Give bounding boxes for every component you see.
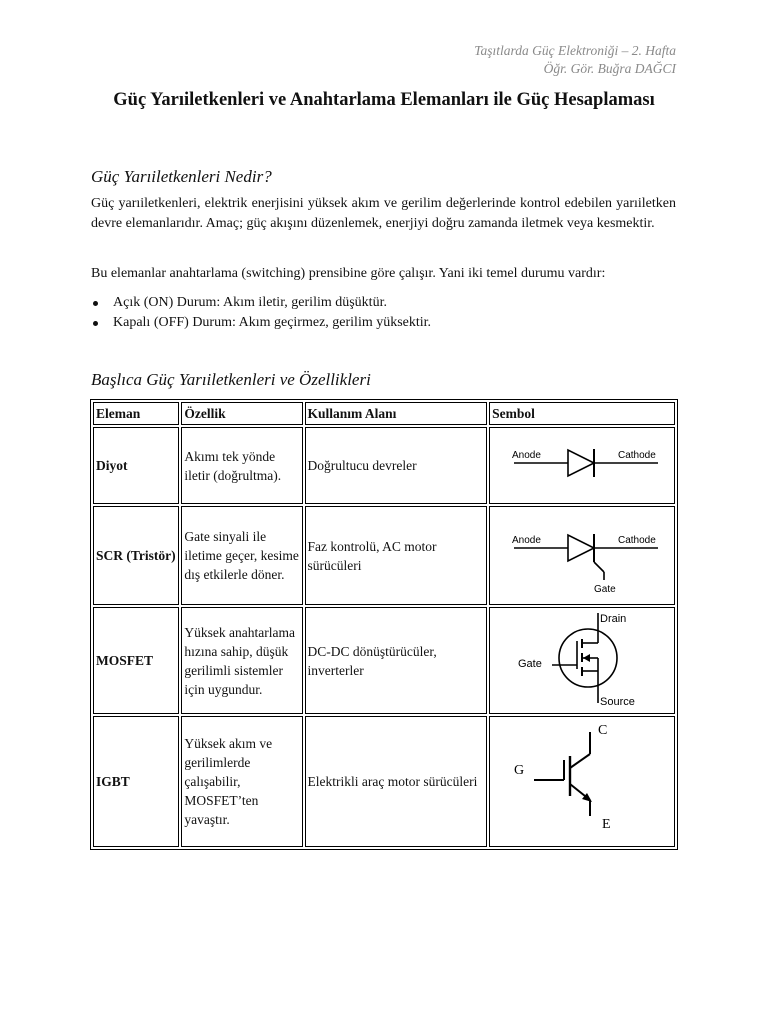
collector-label: C bbox=[598, 723, 608, 738]
table-row bbox=[93, 607, 675, 714]
column-header-kullanim: Kullanım Alanı bbox=[305, 402, 488, 425]
gate-label: Gate bbox=[518, 658, 542, 670]
diode-symbol-icon bbox=[492, 429, 670, 497]
cell-eleman: Diyot bbox=[93, 427, 179, 504]
cathode-label: Cathode bbox=[618, 450, 656, 461]
mosfet-symbol-icon bbox=[492, 609, 670, 707]
cell-kullanim: Elektrikli araç motor sürücüleri bbox=[305, 716, 488, 847]
intro-paragraph: Güç yarıiletkenleri, elektrik enerjisini yüksek akım ve gerilim değerlerinde kontrol edebilen yarıiletken devre elemanlarıdır. Amaç; güç akışını düzenlemek, enerjiyi doğru zamanda iletmek veya kesmektir. bbox=[91, 196, 676, 231]
states-list bbox=[91, 293, 676, 333]
table-row bbox=[93, 427, 675, 504]
cell-ozellik: Akımı tek yönde iletir (doğrultma). bbox=[181, 427, 302, 504]
document-title: Güç Yarıiletkenleri ve Anahtarlama Elemanları ile Güç Hesaplaması bbox=[113, 90, 655, 110]
cell-kullanim: Faz kontrolü, AC motor sürücüleri bbox=[305, 506, 488, 605]
table-row bbox=[93, 716, 675, 847]
cell-sembol bbox=[489, 607, 675, 714]
cell-eleman: IGBT bbox=[93, 716, 179, 847]
anode-label: Anode bbox=[512, 450, 542, 461]
cell-kullanim: Doğrultucu devreler bbox=[305, 427, 488, 504]
cell-sembol bbox=[489, 427, 675, 504]
section-heading-main-devices: Başlıca Güç Yarıiletkenleri ve Özellikleri bbox=[91, 370, 371, 389]
gate-label: Gate bbox=[594, 584, 616, 595]
column-header-eleman: Eleman bbox=[93, 402, 179, 425]
scr-symbol-icon bbox=[492, 508, 670, 598]
anode-label: Anode bbox=[512, 535, 542, 546]
list-item: Açık (ON) Durum: Akım iletir, gerilim düşüktür. bbox=[91, 293, 676, 313]
cell-sembol bbox=[489, 506, 675, 605]
course-title: Taşıtlarda Güç Elektroniği – 2. Hafta bbox=[474, 43, 676, 58]
cell-ozellik: Yüksek akım ve gerilimlerde çalışabilir, MOSFET’ten yavaştır. bbox=[181, 716, 302, 847]
instructor-name: Öğr. Gör. Buğra DAĞCI bbox=[543, 61, 676, 76]
column-header-sembol: Sembol bbox=[489, 402, 675, 425]
list-item: Kapalı (OFF) Durum: Akım geçirmez, gerilim yüksektir. bbox=[91, 313, 676, 333]
cell-eleman: MOSFET bbox=[93, 607, 179, 714]
table-row bbox=[93, 506, 675, 605]
cell-sembol bbox=[489, 716, 675, 847]
cathode-label: Cathode bbox=[618, 535, 656, 546]
cell-ozellik: Yüksek anahtarlama hızına sahip, düşük gerilimli sistemler için uygundur. bbox=[181, 607, 302, 714]
section-heading-what-are: Güç Yarıiletkenleri Nedir? bbox=[91, 167, 272, 186]
cell-kullanim: DC-DC dönüştürücüler, inverterler bbox=[305, 607, 488, 714]
devices-table bbox=[90, 399, 678, 850]
drain-label: Drain bbox=[600, 613, 627, 625]
source-label: Source bbox=[600, 696, 635, 707]
column-header-ozellik: Özellik bbox=[181, 402, 302, 425]
emitter-label: E bbox=[602, 817, 611, 832]
igbt-symbol-icon bbox=[492, 718, 670, 840]
table-header-row bbox=[93, 402, 675, 425]
switching-paragraph: Bu elemanlar anahtarlama (switching) prensibine göre çalışır. Yani iki temel durumu vardır: bbox=[91, 266, 606, 281]
page-header bbox=[474, 42, 676, 78]
cell-eleman: SCR (Tristör) bbox=[93, 506, 179, 605]
gate-label: G bbox=[514, 763, 525, 778]
cell-ozellik: Gate sinyali ile iletime geçer, kesime dış etkilerle döner. bbox=[181, 506, 302, 605]
